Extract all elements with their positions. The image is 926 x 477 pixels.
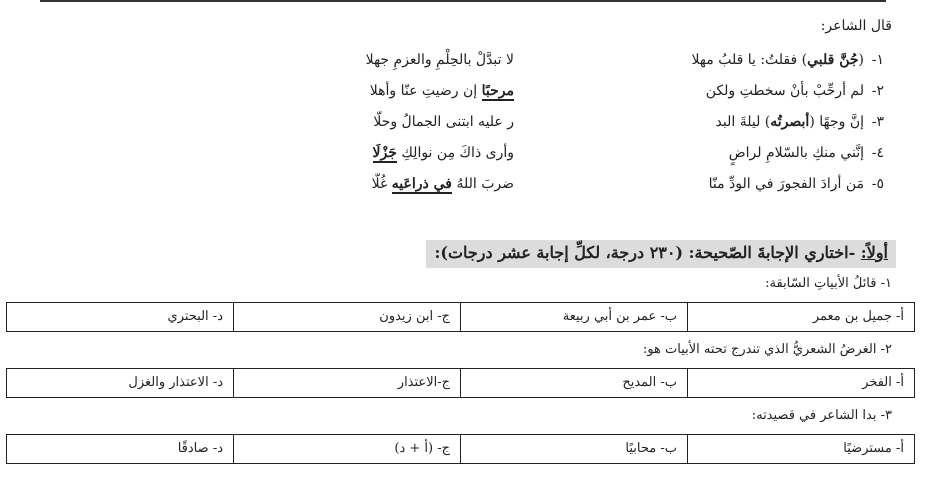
section-heading [426, 240, 896, 268]
verse-text: إن رضيتِ عنّا وأهلا [369, 83, 478, 99]
verse-text: ضربَ اللهُ [456, 176, 514, 192]
question-1-options [6, 302, 915, 332]
verse-second-half: لا تبدَّلْ بالحِلْمِ والعزمِ جهلا [365, 52, 514, 68]
question-3-text: ٣- بدا الشاعر في قصيدته: [751, 408, 892, 423]
verse-second-half [370, 83, 514, 99]
verse-first-half: إنَّني منكِ بالسّلامِ لراضٍ [728, 145, 864, 161]
verse-first-half: لم أرحِّبْ بأنْ سخطتِ ولكن [705, 83, 864, 99]
option-a[interactable]: أ- الفخر [687, 369, 914, 397]
verse-underlined-word: في ذراعَيه [391, 176, 452, 192]
verse-number: ١- [871, 52, 884, 68]
verse-second-half [373, 145, 514, 161]
verse-bold-word: جُنَّ قلبي [807, 52, 859, 68]
verse-first-half: مَن أرادَ الفجورَ في الودِّ منّا [708, 176, 864, 192]
verse-underlined-word: جَزْلَا [372, 145, 397, 161]
option-a[interactable]: أ- مسترضيًا [687, 435, 914, 463]
verse-5 [0, 176, 926, 206]
verse-text: ) فقلتُ: يا قلبُ مهلا [691, 52, 808, 68]
option-c[interactable]: ج- (أ + د) [233, 435, 460, 463]
verse-1 [0, 52, 926, 82]
verse-underlined-word: مرحبًا [481, 83, 514, 99]
verse-text: ) ليلةَ البد [715, 114, 771, 130]
verse-2 [0, 83, 926, 113]
top-rule [40, 0, 886, 6]
verse-first-half [691, 52, 864, 68]
option-c[interactable]: ج- ابن زيدون [233, 303, 460, 331]
verse-first-half [716, 114, 864, 130]
verse-text: وأرى ذاكَ مِن نوالِكِ [401, 145, 514, 161]
option-d[interactable]: د- صادقًا [177, 441, 223, 456]
intro-text: قال الشاعر: [820, 18, 892, 34]
verse-4 [0, 145, 926, 175]
option-d[interactable]: د- الاعتذار والغزل [128, 375, 223, 390]
option-b[interactable]: ب- محابيًا [460, 435, 687, 463]
option-c[interactable]: ج-الاعتذار [233, 369, 460, 397]
section-heading-lead: أولاً: [860, 243, 888, 262]
option-a[interactable]: أ- جميل بن معمر [687, 303, 914, 331]
verse-second-half: ر عليه ابتنى الجمالُ وحلّا [373, 114, 514, 130]
question-3-options [6, 434, 915, 464]
verse-second-half [372, 176, 514, 192]
option-b[interactable]: ب- عمر بن أبي ربيعة [460, 303, 687, 331]
question-2-options [6, 368, 915, 398]
verse-text: غُلّا [371, 176, 388, 192]
question-1-text: ١- قائلُ الأبياتِ السّابقة: [765, 276, 892, 291]
verse-text: إنَّ وجهًا ( [809, 114, 864, 130]
section-heading-text: -اختاري الإجابةَ الصّحيحة: (٢٣٠ درجة، لكلِّ إجابة عشر درجات): [434, 243, 861, 262]
verse-3 [0, 114, 926, 144]
verse-bold-word: أبصرتُه [770, 114, 810, 130]
option-b[interactable]: ب- المديح [460, 369, 687, 397]
verse-number: ٤- [871, 145, 884, 161]
verse-number: ٣- [871, 114, 884, 130]
option-d[interactable]: د- البحتري [167, 309, 223, 324]
question-2-text: ٢- الغرضُ الشعريُّ الذي تندرج تحته الأبيات هو: [642, 342, 892, 357]
verse-number: ٢- [871, 83, 884, 99]
verse-number: ٥- [871, 176, 884, 192]
verse-text: ( [858, 52, 864, 68]
